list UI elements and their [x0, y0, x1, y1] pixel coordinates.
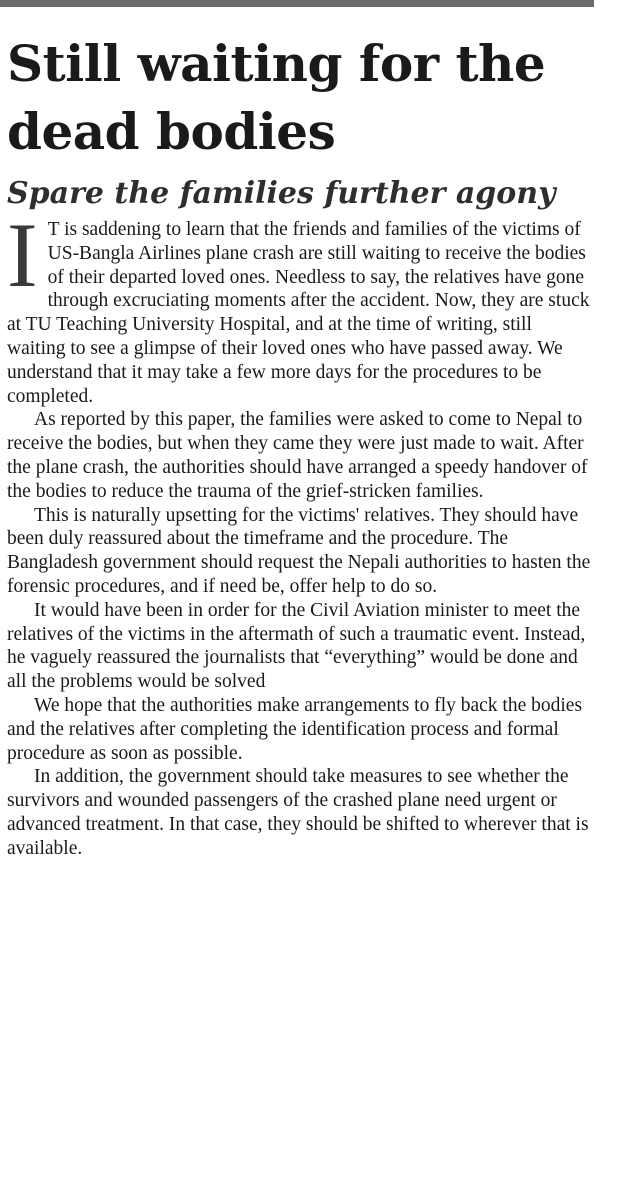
article-body — [7, 204, 592, 861]
paragraph-3: This is naturally upsetting for the victims' relatives. They should have been duly reassured about the timeframe and the procedure. The Bangladesh government should request the Nepali authorities to hasten the forensic procedures, and if need be, offer help to do so. — [7, 504, 591, 597]
editorial-article — [7, 30, 592, 861]
top-rule — [0, 0, 594, 7]
paragraph-2: As reported by this paper, the families were asked to come to Nepal to receive the bodies, but when they came they were just made to wait. After the plane crash, the authorities should have arranged a speedy handover of the bodies to reduce the trauma of the grief-stricken families. — [7, 409, 588, 502]
paragraph-5: We hope that the authorities make arrangements to fly back the bodies and the relatives after completing the identification process and formal procedure as soon as possible. — [7, 694, 583, 764]
paragraph-4: It would have been in order for the Civil Aviation minister to meet the relatives of the victims in the aftermath of such a traumatic event. Instead, he vaguely reassured the journalists that “everything” would be done and all the problems would be solved — [7, 599, 586, 693]
paragraph-1-text: T is saddening to learn that the friends and families of the victims of US-Bangla Airlines plane crash are still waiting to receive the bodies of their departed loved ones. Needless to say, the relatives have gone through excruciating moments after the accident. Now, they are stuck at TU Teaching University Hospital, and at the time of writing, still waiting to see a glimpse of their loved ones who have passed away. We understand that it may take a few more days for the procedures to be completed. — [7, 219, 590, 407]
paragraph-1 — [7, 204, 592, 408]
paragraph-6: In addition, the government should take measures to see whether the survivors and wounded passengers of the crashed plane need urgent or advanced treatment. In that case, they should be shifted to wherever that is available. — [7, 766, 589, 859]
subhead: Spare the families further agony — [7, 176, 556, 211]
headline: Still waiting for the dead bodies — [7, 34, 546, 161]
drop-cap: I — [7, 204, 38, 306]
